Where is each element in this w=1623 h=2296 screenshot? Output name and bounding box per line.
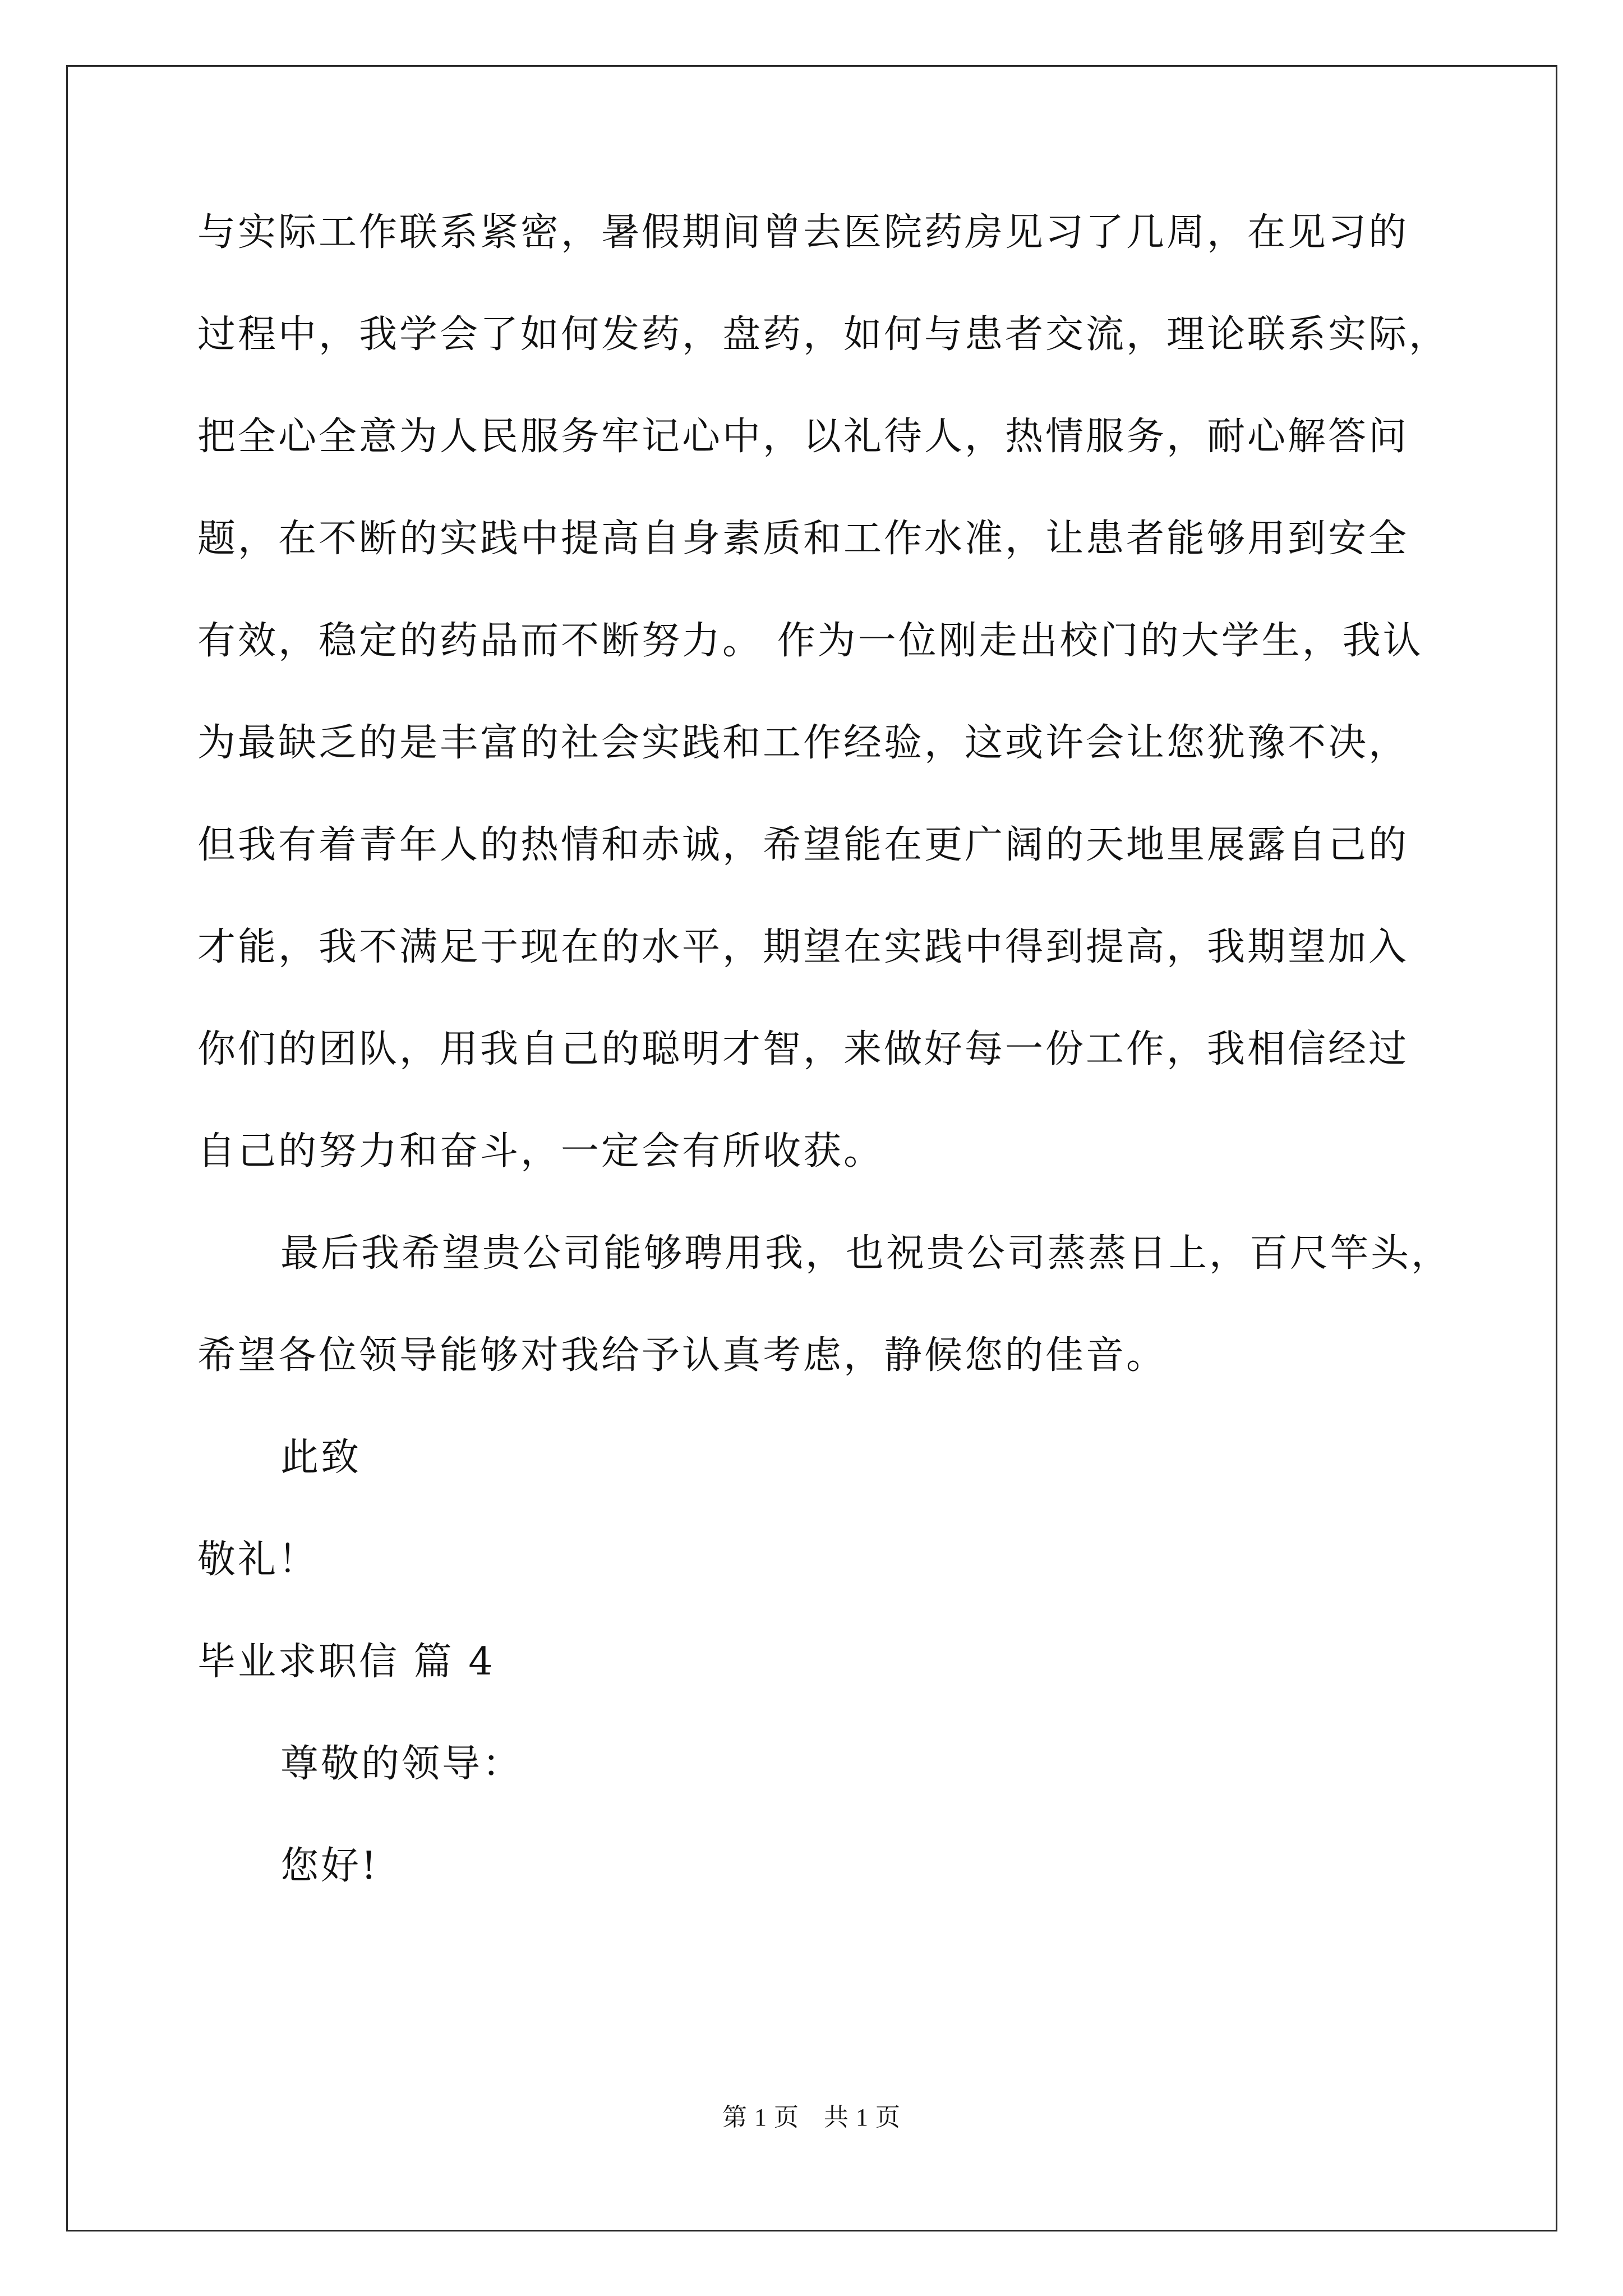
greeting-line: 您好!	[280, 1844, 379, 1888]
section-heading: 毕业求职信 篇 4	[197, 1640, 495, 1684]
closing-line: 此致	[280, 1435, 362, 1480]
body-line: 但我有着青年人的热情和赤诚，希望能在更广阔的天地里展露自己的	[197, 823, 1409, 867]
body-line: 自己的努力和奋斗，一定会有所收获。	[197, 1129, 884, 1174]
body-line: 为最缺乏的是丰富的社会实践和工作经验，这或许会让您犹豫不决，	[197, 721, 1409, 765]
page-total: 共 1 页	[824, 2104, 901, 2131]
page-number: 第 1 页	[722, 2104, 799, 2131]
body-line: 希望各位领导能够对我给予认真考虑，静候您的佳音。	[197, 1333, 1167, 1378]
salutation-closing: 敬礼！	[197, 1538, 319, 1582]
body-line: 你们的团队，用我自己的聪明才智，来做好每一份工作，我相信经过	[197, 1027, 1409, 1071]
body-line: 过程中，我学会了如何发药，盘药，如何与患者交流，理论联系实际，	[197, 312, 1450, 357]
body-line: 与实际工作联系紧密，暑假期间曾去医院药房见习了几周，在见习的	[197, 210, 1409, 255]
body-line: 最后我希望贵公司能够聘用我，也祝贵公司蒸蒸日上，百尺竿头，	[280, 1231, 1452, 1276]
page-footer	[0, 2097, 1623, 2133]
body-line: 题，在不断的实践中提高自身素质和工作水准，让患者能够用到安全	[197, 517, 1409, 561]
body-line: 才能，我不满足于现在的水平，期望在实践中得到提高，我期望加入	[197, 925, 1409, 969]
greeting-line: 尊敬的领导：	[280, 1742, 523, 1786]
body-line: 把全心全意为人民服务牢记心中，以礼待人，热情服务，耐心解答问	[197, 415, 1409, 459]
body-line: 有效，稳定的药品而不断努力。 作为一位刚走出校门的大学生，我认	[197, 619, 1423, 663]
